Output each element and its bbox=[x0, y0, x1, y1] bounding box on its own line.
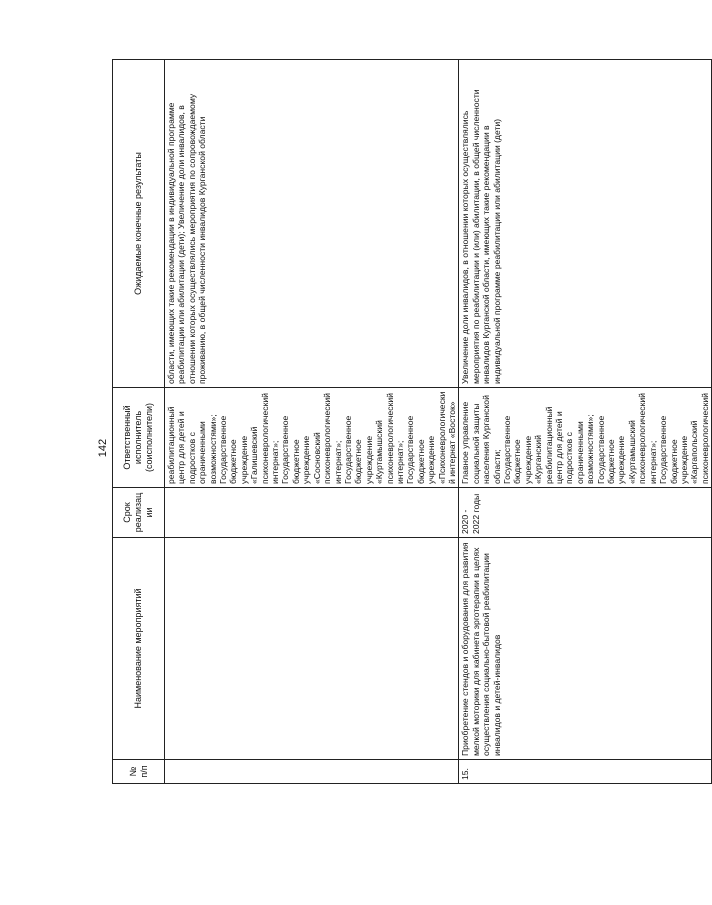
header-num: № п/п bbox=[113, 760, 165, 784]
activities-table bbox=[112, 59, 712, 784]
header-result: Ожидаемые конечные результаты bbox=[113, 60, 165, 388]
row-num bbox=[165, 760, 459, 784]
table-row bbox=[165, 60, 459, 784]
table-row bbox=[459, 60, 712, 784]
row-executor: реабилитационный центр для детей и подростков с ограниченными возможностями»; Государственное бюджетное учреждение «Галишевский психоневрологический интернат»; Государственное бюджетное учреждение «Сосновский психоневрологический интернат»; Государственное бюджетное учреждение «Куртамышский психоневрологический интернат»; Государственное бюджетное учреждение «Психоневрологический интернат «Восток» bbox=[165, 388, 459, 488]
row-name bbox=[165, 538, 459, 760]
row-result: Увеличение доли инвалидов, в отношении которых осуществлялись мероприятия по реабилитации и (или) абилитации, в общей численности инвалидов Курганской области, имеющих такие рекомендации в индивидуальной программе реабилитации или абилитации (дети) bbox=[459, 60, 712, 388]
page-number: 142 bbox=[97, 438, 109, 458]
header-name: Наименование мероприятий bbox=[113, 538, 165, 760]
row-executor: Главное управление социальной защиты населения Курганской области; Государственное бюджетное учреждение «Курганский реабилитационный центр для детей и подростков с ограниченными возможностями»; Государственное бюджетное учреждение «Куртамышский психоневрологический интернат»; Государственное бюджетное учреждение «Каргапольский психоневрологический bbox=[459, 388, 712, 488]
rotated-table-container bbox=[112, 60, 710, 784]
row-num: 15. bbox=[459, 760, 712, 784]
table-header-row bbox=[113, 60, 165, 784]
row-term: 2020 - 2022 годы bbox=[459, 488, 712, 538]
row-name: Приобретение стендов и оборудования для развития мелкой моторики для кабинета эрготерапии в целях осуществления социально-бытовой реабилитации инвалидов и детей-инвалидов bbox=[459, 538, 712, 760]
row-result: области, имеющих такие рекомендации в индивидуальной программе реабилитации или абилитации (дети); Увеличение доли инвалидов, в отношении которых осуществлялись мероприятия по сопровождаемому проживанию, в общей численности инвалидов Курганской области bbox=[165, 60, 459, 388]
header-executor: Ответственный исполнитель (соисполнители) bbox=[113, 388, 165, 488]
row-term bbox=[165, 488, 459, 538]
header-term: Срок реализации bbox=[113, 488, 165, 538]
